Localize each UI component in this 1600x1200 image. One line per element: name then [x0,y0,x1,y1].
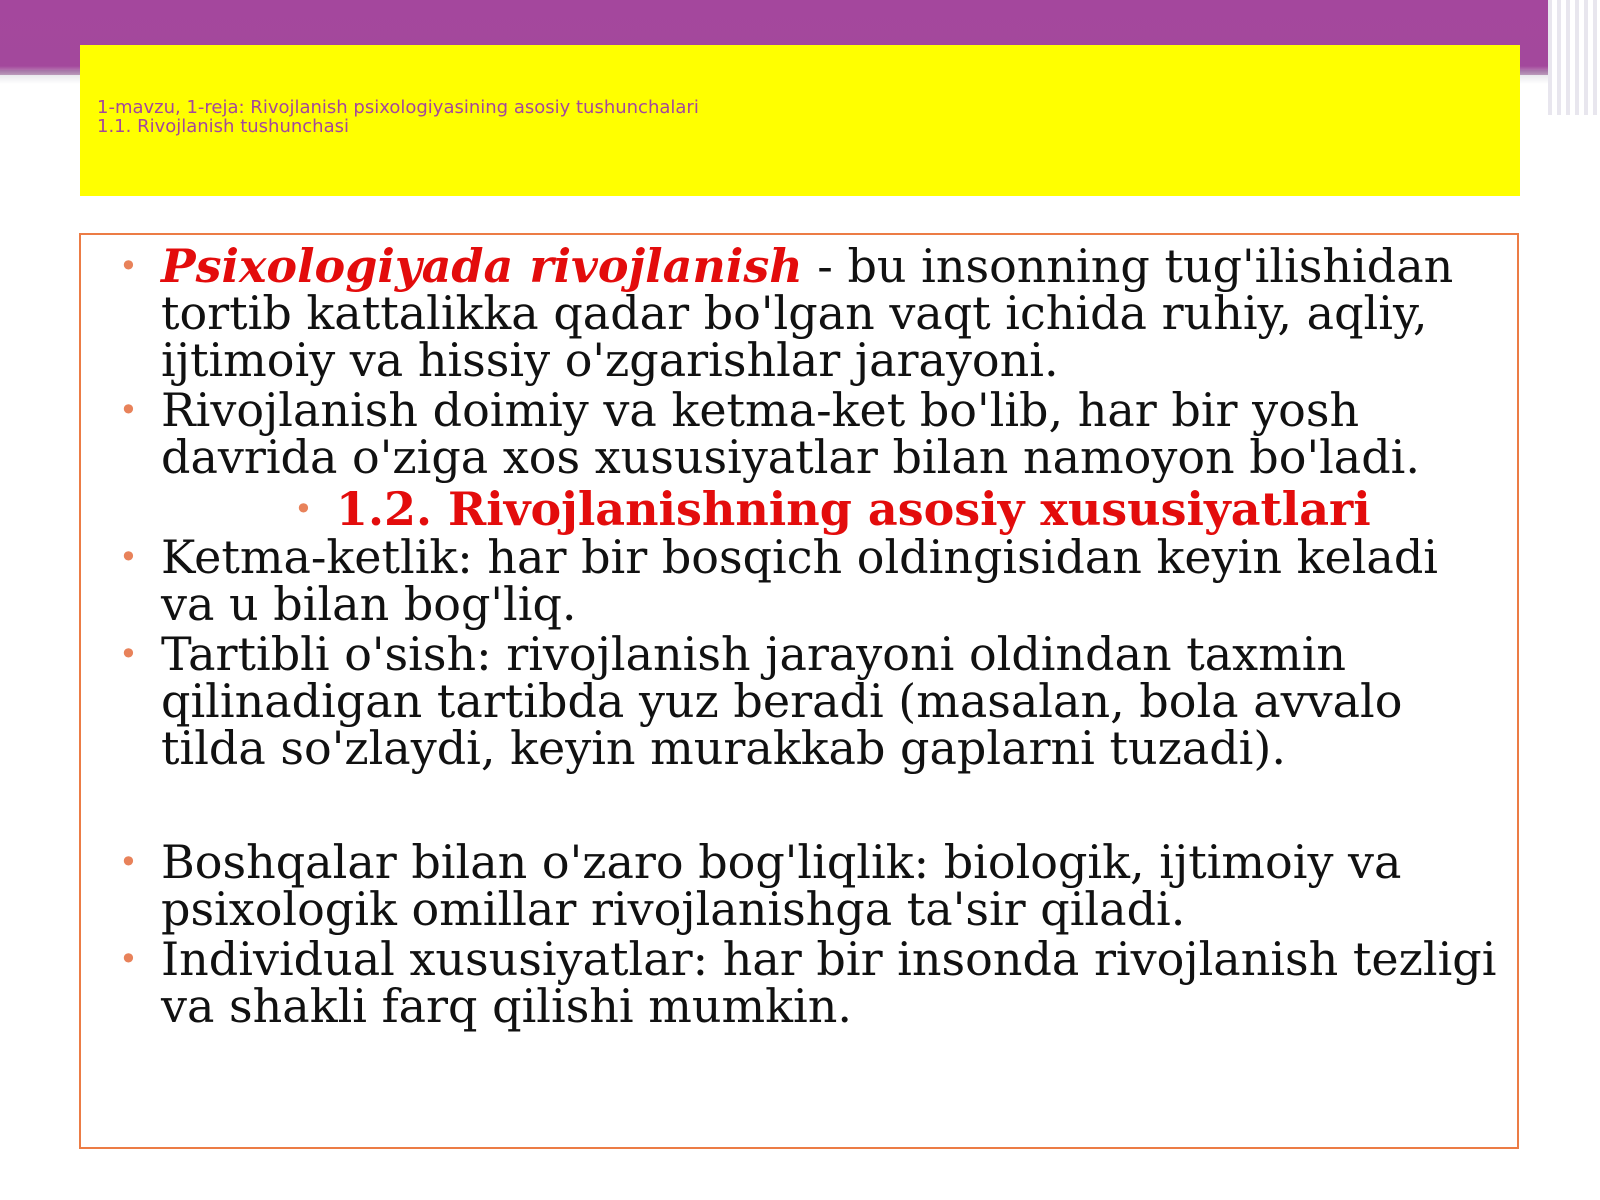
slide-title [97,98,699,136]
bullet-icon: • [119,940,138,978]
slide-title-box [80,45,1520,196]
list-item-text: Boshqalar bilan o'zaro bog'liqlik: biologik, ijtimoiy va psixologik omillar rivojlanishga ta'sir qiladi. [161,835,1402,936]
decorative-stripes [1548,0,1600,115]
list-item-text [161,239,1506,387]
list-item-text: Rivojlanish doimiy va ketma-ket bo'lib, har bir yosh davrida o'ziga xos xususiyatlar bilan namoyon bo'ladi. [161,383,1421,484]
content-box [79,233,1519,1149]
list-item-text: Ketma-ketlik: har bir bosqich oldingisidan keyin keladi va u bilan bog'liq. [161,530,1438,631]
list-item-text: Tartibli o'sish: rivojlanish jarayoni oldindan taxmin qilinadigan tartibda yuz beradi (masalan, bola avvalo tilda so'zlaydi, keyin murakkab gaplarni tuzadi). [161,627,1403,775]
bullet-icon: • [119,247,138,285]
bullet-icon: • [294,490,313,528]
bullet-icon: • [119,391,138,429]
title-line-2: 1.1. Rivojlanish tushunchasi [97,116,349,137]
definition-term: Psixologiyada rivojlanish [161,239,803,293]
title-line-1: 1-mavzu, 1-reja: Rivojlanish psixologiyasining asosiy tushunchalari [97,97,699,118]
bullet-icon: • [119,538,138,576]
definition-text: - bu insonning tug'ilishidan tortib kattalikka qadar bo'lgan vaqt ichida ruhiy, aqliy, ijtimoiy va hissiy o'zgarishlar jarayoni. [161,239,1454,387]
bullet-icon: • [119,635,138,673]
section-heading-text: 1.2. Rivojlanishning asosiy xususiyatlari [336,482,1371,536]
bullet-icon: • [119,843,138,881]
list-item-text: Individual xususiyatlar: har bir insonda rivojlanish tezligi va shakli farq qilishi mumkin. [161,932,1497,1033]
